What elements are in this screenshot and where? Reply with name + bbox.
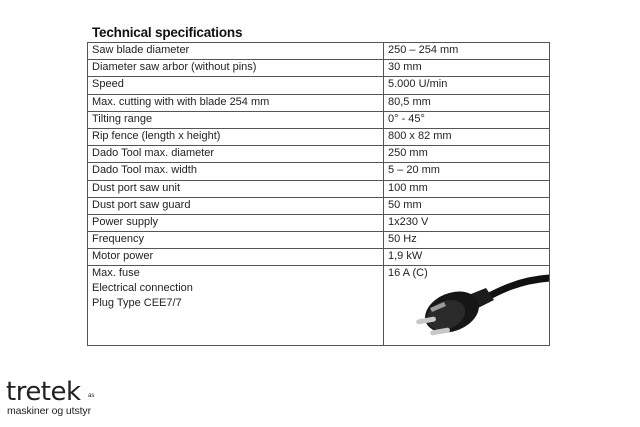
logo-tagline: maskiner og utstyr (7, 405, 91, 417)
spec-label: Rip fence (length x height) (88, 128, 384, 145)
table-row (88, 128, 550, 145)
page-title: Technical specifications (92, 25, 243, 40)
spec-label: Dust port saw guard (88, 197, 384, 214)
table-row (88, 43, 550, 60)
plug-type-label: Plug Type CEE7/7 (92, 297, 182, 310)
logo-suffix: as (88, 393, 95, 399)
spec-value: 30 mm (384, 60, 550, 77)
table-row (88, 197, 550, 214)
spec-label: Power supply (88, 214, 384, 231)
spec-label: Tilting range (88, 111, 384, 128)
spec-value: 1,9 kW (384, 249, 550, 266)
table-row (88, 111, 550, 128)
spec-value: 50 Hz (384, 232, 550, 249)
spec-label: Dado Tool max. width (88, 163, 384, 180)
spec-label: Dust port saw unit (88, 180, 384, 197)
connection-label: Electrical connection (92, 282, 193, 295)
table-row (88, 94, 550, 111)
spec-value: 250 mm (384, 146, 550, 163)
table-row (88, 232, 550, 249)
table-row (88, 146, 550, 163)
spec-value: 1x230 V (384, 214, 550, 231)
spec-label: Speed (88, 77, 384, 94)
spec-label: Frequency (88, 232, 384, 249)
table-row (88, 163, 550, 180)
connection-label-cell (88, 266, 384, 346)
spec-label: Dado Tool max. diameter (88, 146, 384, 163)
spec-label: Max. cutting with with blade 254 mm (88, 94, 384, 111)
table-row (88, 77, 550, 94)
plug-icon (400, 266, 550, 345)
table-row (88, 249, 550, 266)
spec-value: 16 A (C) (388, 267, 428, 280)
spec-label: Max. fuse (92, 267, 140, 280)
plug-cell (384, 266, 550, 346)
brand-logo (6, 378, 156, 422)
table-row (88, 214, 550, 231)
table-row (88, 180, 550, 197)
spec-label: Motor power (88, 249, 384, 266)
spec-value: 800 x 82 mm (384, 128, 550, 145)
spec-value: 0° - 45° (384, 111, 550, 128)
spec-table (87, 42, 550, 346)
spec-value: 5.000 U/min (384, 77, 550, 94)
logo-wordmark: tretek (6, 377, 81, 407)
spec-value: 100 mm (384, 180, 550, 197)
table-row (88, 266, 550, 346)
spec-value: 5 – 20 mm (384, 163, 550, 180)
spec-value: 80,5 mm (384, 94, 550, 111)
spec-value: 250 – 254 mm (384, 43, 550, 60)
table-row (88, 60, 550, 77)
spec-label: Diameter saw arbor (without pins) (88, 60, 384, 77)
spec-value: 50 mm (384, 197, 550, 214)
spec-label: Saw blade diameter (88, 43, 384, 60)
